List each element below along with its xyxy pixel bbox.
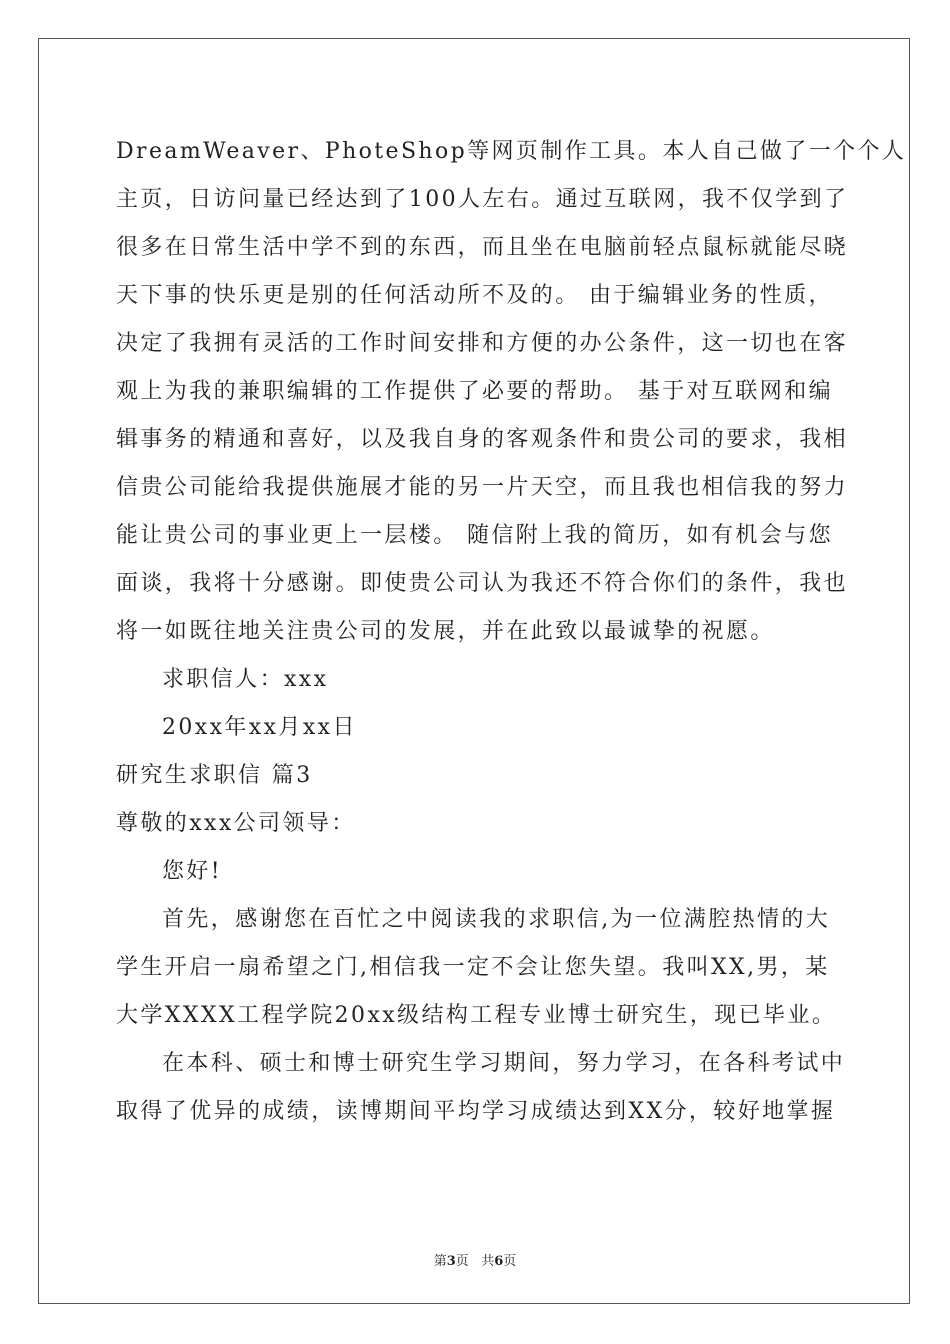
text-line: 学生开启一扇希望之门,相信我一定不会让您失望。我叫XX,男，某 <box>116 955 830 980</box>
text-line: 首先，感谢您在百忙之中阅读我的求职信,为一位满腔热情的大 <box>162 907 831 932</box>
page-footer <box>0 1250 950 1269</box>
text-line: 主页，日访问量已经达到了100人左右。通过互联网，我不仅学到了 <box>116 187 849 212</box>
total-pages-number: 6 <box>494 1254 504 1269</box>
text-line: 很多在日常生活中学不到的东西，而且坐在电脑前轻点鼠标就能尽晓 <box>116 235 849 260</box>
footer-suffix: 页 <box>503 1254 517 1269</box>
text-line: 观上为我的兼职编辑的工作提供了必要的帮助。 基于对互联网和编 <box>116 379 833 404</box>
text-line: 辑事务的精通和喜好，以及我自身的客观条件和贵公司的要求，我相 <box>116 427 849 452</box>
text-line: 能让贵公司的事业更上一层楼。 随信附上我的简历，如有机会与您 <box>116 523 833 548</box>
text-line: 天下事的快乐更是别的任何活动所不及的。 由于编辑业务的性质， <box>116 283 833 308</box>
greeting: 您好! <box>162 859 223 884</box>
footer-middle: 页 共 <box>455 1254 495 1269</box>
document-body <box>116 128 907 1136</box>
signature-line: 求职信人：xxx <box>162 667 329 692</box>
text-line: 信贵公司能给我提供施展才能的另一片天空，而且我也相信我的努力 <box>116 475 849 500</box>
date-line: 20xx年xx月xx日 <box>162 715 357 740</box>
footer-prefix: 第 <box>433 1254 447 1269</box>
current-page-number: 3 <box>446 1254 456 1269</box>
text-line: 面谈，我将十分感谢。即使贵公司认为我还不符合你们的条件，我也 <box>116 571 849 596</box>
text-line: DreamWeaver、PhoteShop等网页制作工具。本人自己做了一个个人 <box>116 139 907 164</box>
text-line: 将一如既往地关注贵公司的发展，并在此致以最诚挚的祝愿。 <box>116 619 775 644</box>
salutation: 尊敬的xxx公司领导： <box>116 811 356 836</box>
text-line: 取得了优异的成绩，读博期间平均学习成绩达到XX分，较好地掌握 <box>116 1099 836 1124</box>
text-line: 大学XXXX工程学院20xx级结构工程专业博士研究生，现已毕业。 <box>116 1003 837 1028</box>
section-heading: 研究生求职信 篇3 <box>116 763 313 788</box>
text-line: 在本科、硕士和博士研究生学习期间，努力学习，在各科考试中 <box>162 1051 846 1076</box>
text-line: 决定了我拥有灵活的工作时间安排和方便的办公条件，这一切也在客 <box>116 331 849 356</box>
